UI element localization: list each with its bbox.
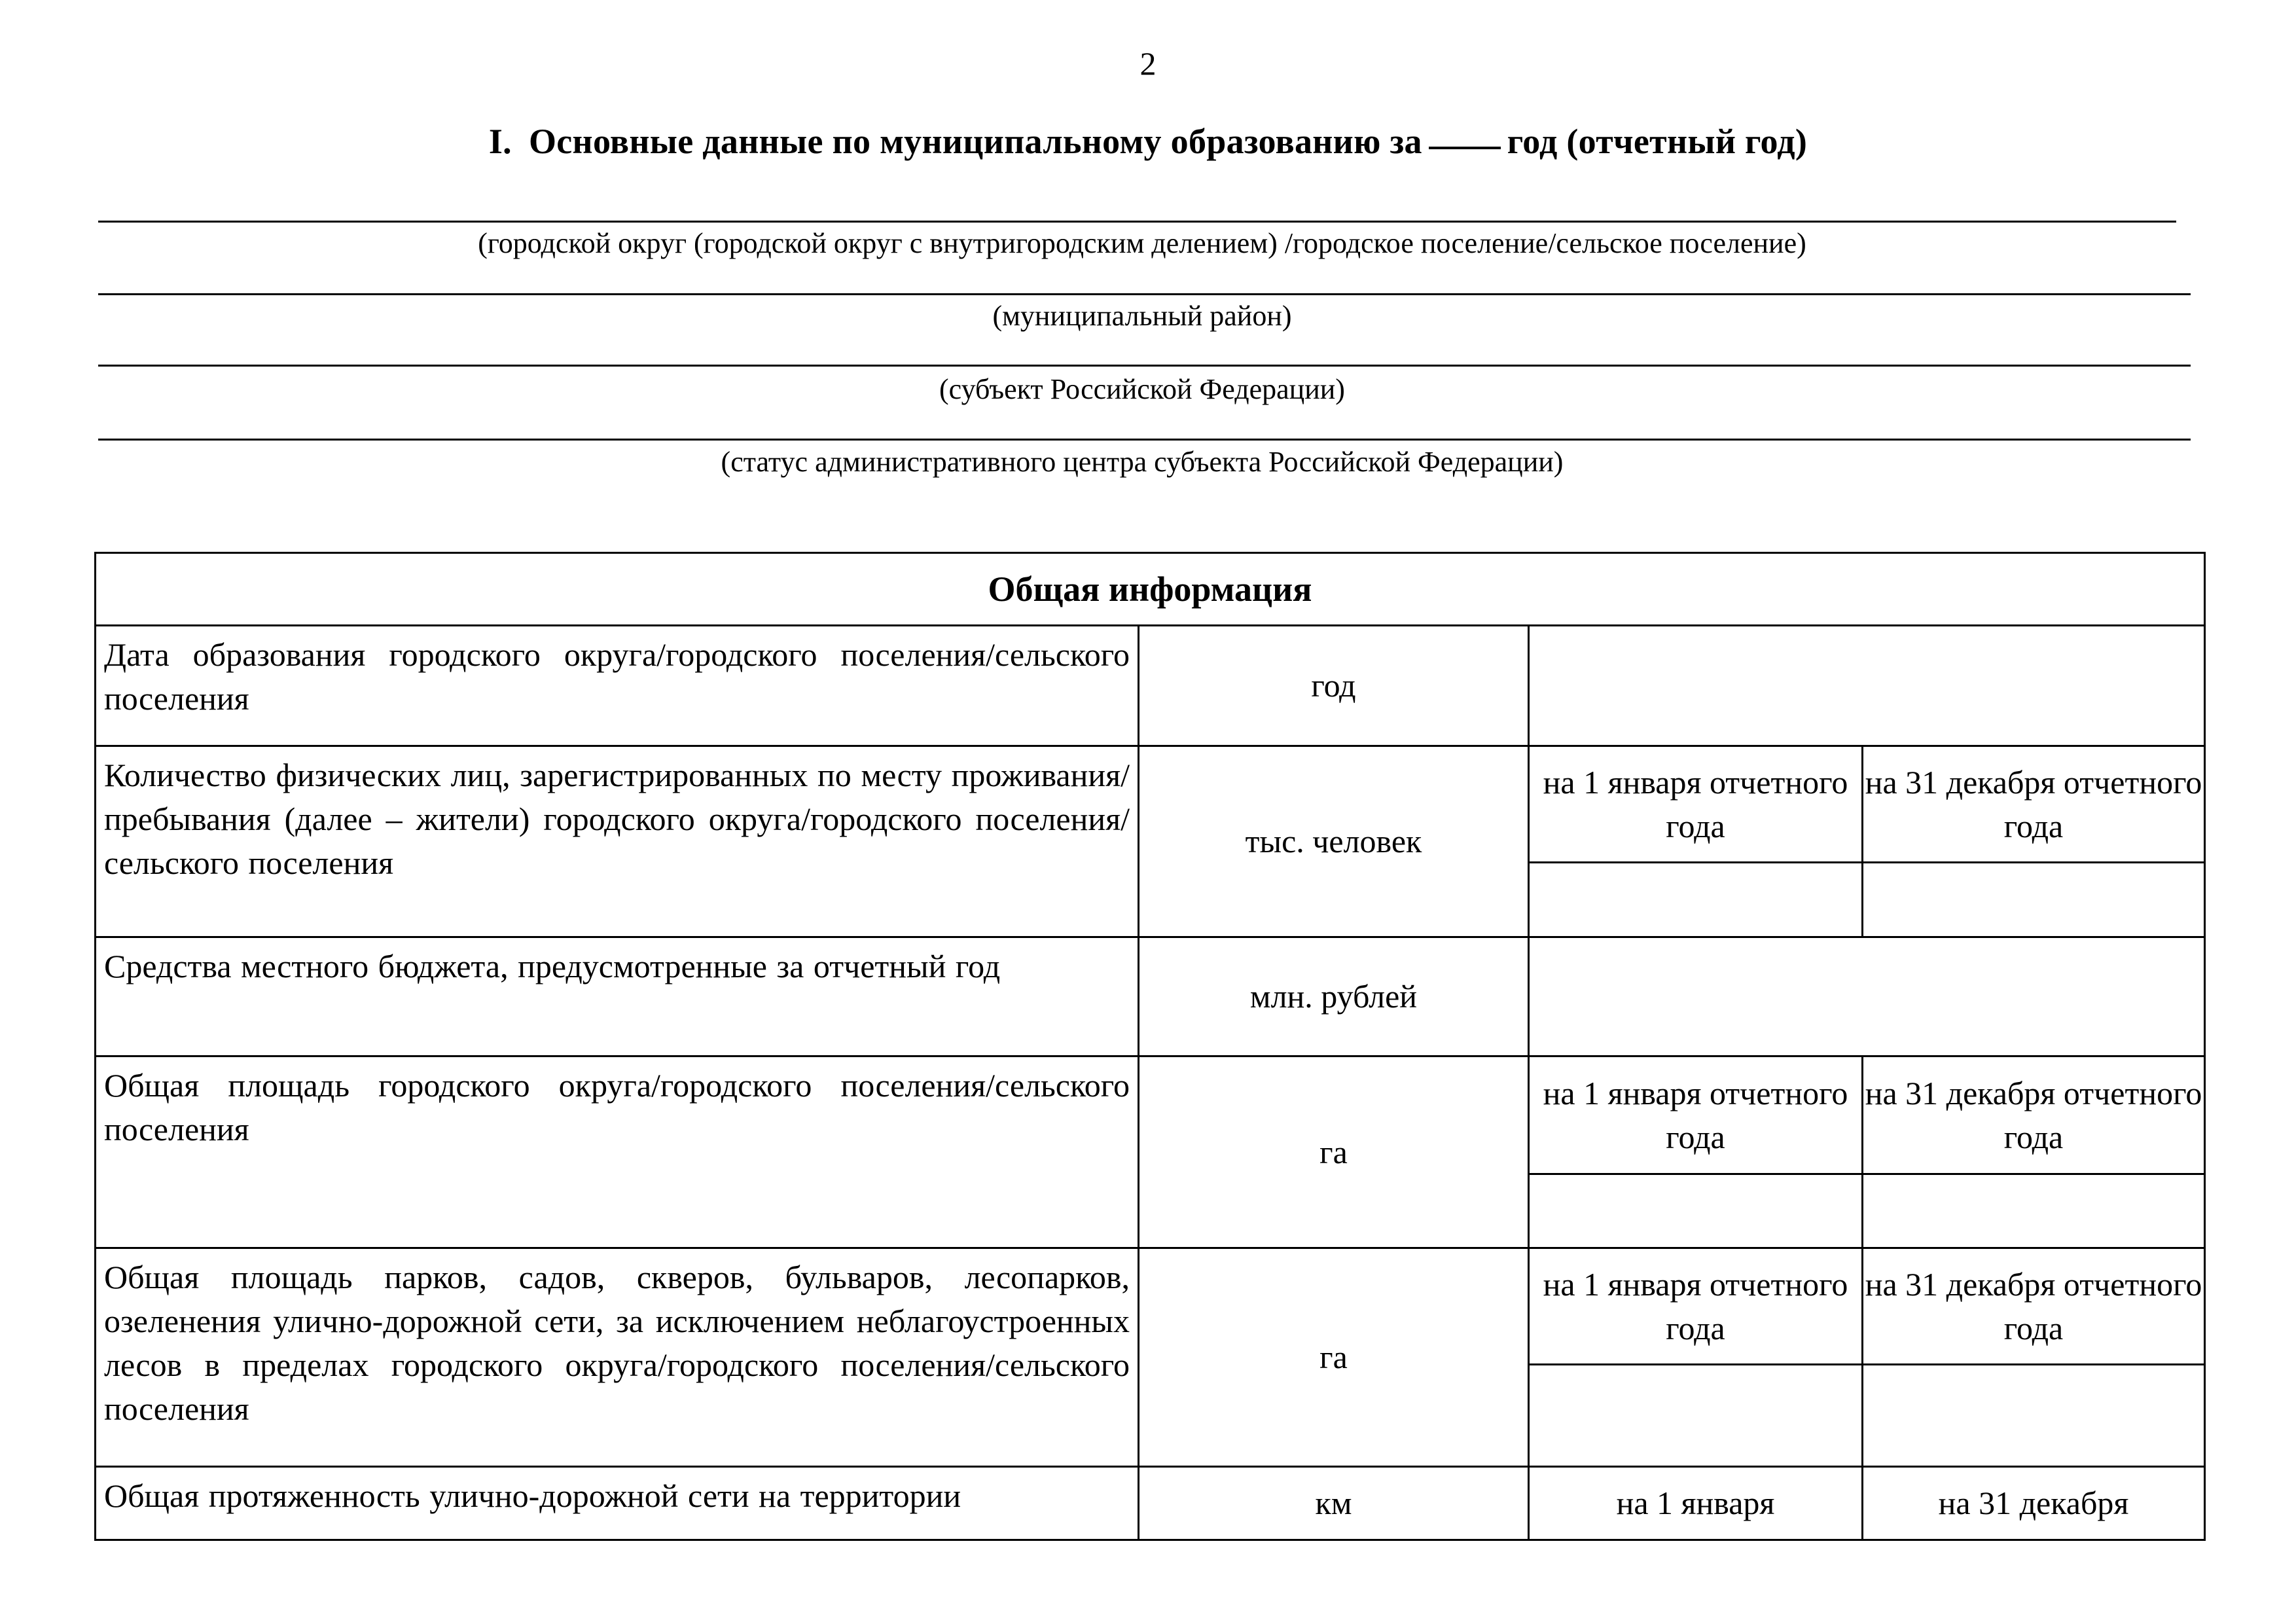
heading-text-after: год (отчетный год): [1507, 122, 1808, 161]
value-cell-start[interactable]: [1529, 1365, 1863, 1467]
value-cell-end[interactable]: [1863, 1174, 2205, 1248]
col-header-end: на 31 декабря отчетного года: [1863, 1056, 2205, 1174]
table-row: [96, 1467, 2205, 1540]
municipality-input-line[interactable]: [98, 221, 2176, 223]
value-cell-end[interactable]: [1863, 1365, 2205, 1467]
table-title: Общая информация: [96, 553, 2205, 626]
section-heading: [0, 121, 2296, 162]
table-row: [96, 937, 2205, 1056]
col-header-end: на 31 декабря: [1863, 1467, 2205, 1540]
page-number: 2: [1139, 45, 1157, 82]
row-unit: тыс. человек: [1139, 746, 1529, 937]
value-cell[interactable]: [1529, 937, 2205, 1056]
section-number: I.: [488, 122, 512, 161]
table-row: [96, 1248, 2205, 1365]
heading-text-before: Основные данные по муниципальному образованию за: [528, 122, 1422, 161]
general-info-table: [94, 552, 2206, 1541]
col-header-start: на 1 января отчетного года: [1529, 1056, 1863, 1174]
row-description: Общая площадь городского округа/городского поселения/сельского поселения: [96, 1056, 1139, 1248]
value-cell-start[interactable]: [1529, 1174, 1863, 1248]
table-row: [96, 1056, 2205, 1174]
row-description: Общая протяженность улично-дорожной сети на территории: [96, 1467, 1139, 1540]
col-header-end: на 31 декабря отчетного года: [1863, 1248, 2205, 1365]
row-unit: га: [1139, 1056, 1529, 1248]
row-unit: га: [1139, 1248, 1529, 1467]
table-header-row: [96, 553, 2205, 626]
row-unit: млн. рублей: [1139, 937, 1529, 1056]
municipality-type-caption: (городской округ (городской округ с внутригородским делением) /городское поселение/сельское поселение): [478, 227, 1806, 259]
value-cell[interactable]: [1529, 626, 2205, 746]
col-header-start: на 1 января: [1529, 1467, 1863, 1540]
district-caption: (муниципальный район): [992, 300, 1292, 332]
value-cell-end[interactable]: [1863, 863, 2205, 937]
admin-center-status-caption: (статус административного центра субъекта Российской Федерации): [721, 446, 1564, 478]
region-caption: (субъект Российской Федерации): [939, 373, 1345, 405]
col-header-start: на 1 января отчетного года: [1529, 746, 1863, 863]
year-blank-field[interactable]: [1429, 147, 1501, 149]
district-input-line[interactable]: [98, 293, 2191, 295]
row-unit: год: [1139, 626, 1529, 746]
row-description: Средства местного бюджета, предусмотренные за отчетный год: [96, 937, 1139, 1056]
row-description: Дата образования городского округа/городского поселения/сельского поселения: [96, 626, 1139, 746]
admin-center-input-line[interactable]: [98, 439, 2191, 441]
col-header-end: на 31 декабря отчетного года: [1863, 746, 2205, 863]
col-header-start: на 1 января отчетного года: [1529, 1248, 1863, 1365]
row-description: Общая площадь парков, садов, скверов, бульваров, лесопарков, озеленения улично-дорожной сети, за исключением неблагоустроенных лесов в пределах городского округа/городского поселения/сельского поселения: [96, 1248, 1139, 1467]
value-cell-start[interactable]: [1529, 863, 1863, 937]
region-input-line[interactable]: [98, 365, 2191, 367]
table-row: [96, 626, 2205, 746]
table-row: [96, 746, 2205, 863]
row-description: Количество физических лиц, зарегистрированных по месту проживания/пребывания (далее – жители) городского округа/городского поселения/сельского поселения: [96, 746, 1139, 937]
row-unit: км: [1139, 1467, 1529, 1540]
